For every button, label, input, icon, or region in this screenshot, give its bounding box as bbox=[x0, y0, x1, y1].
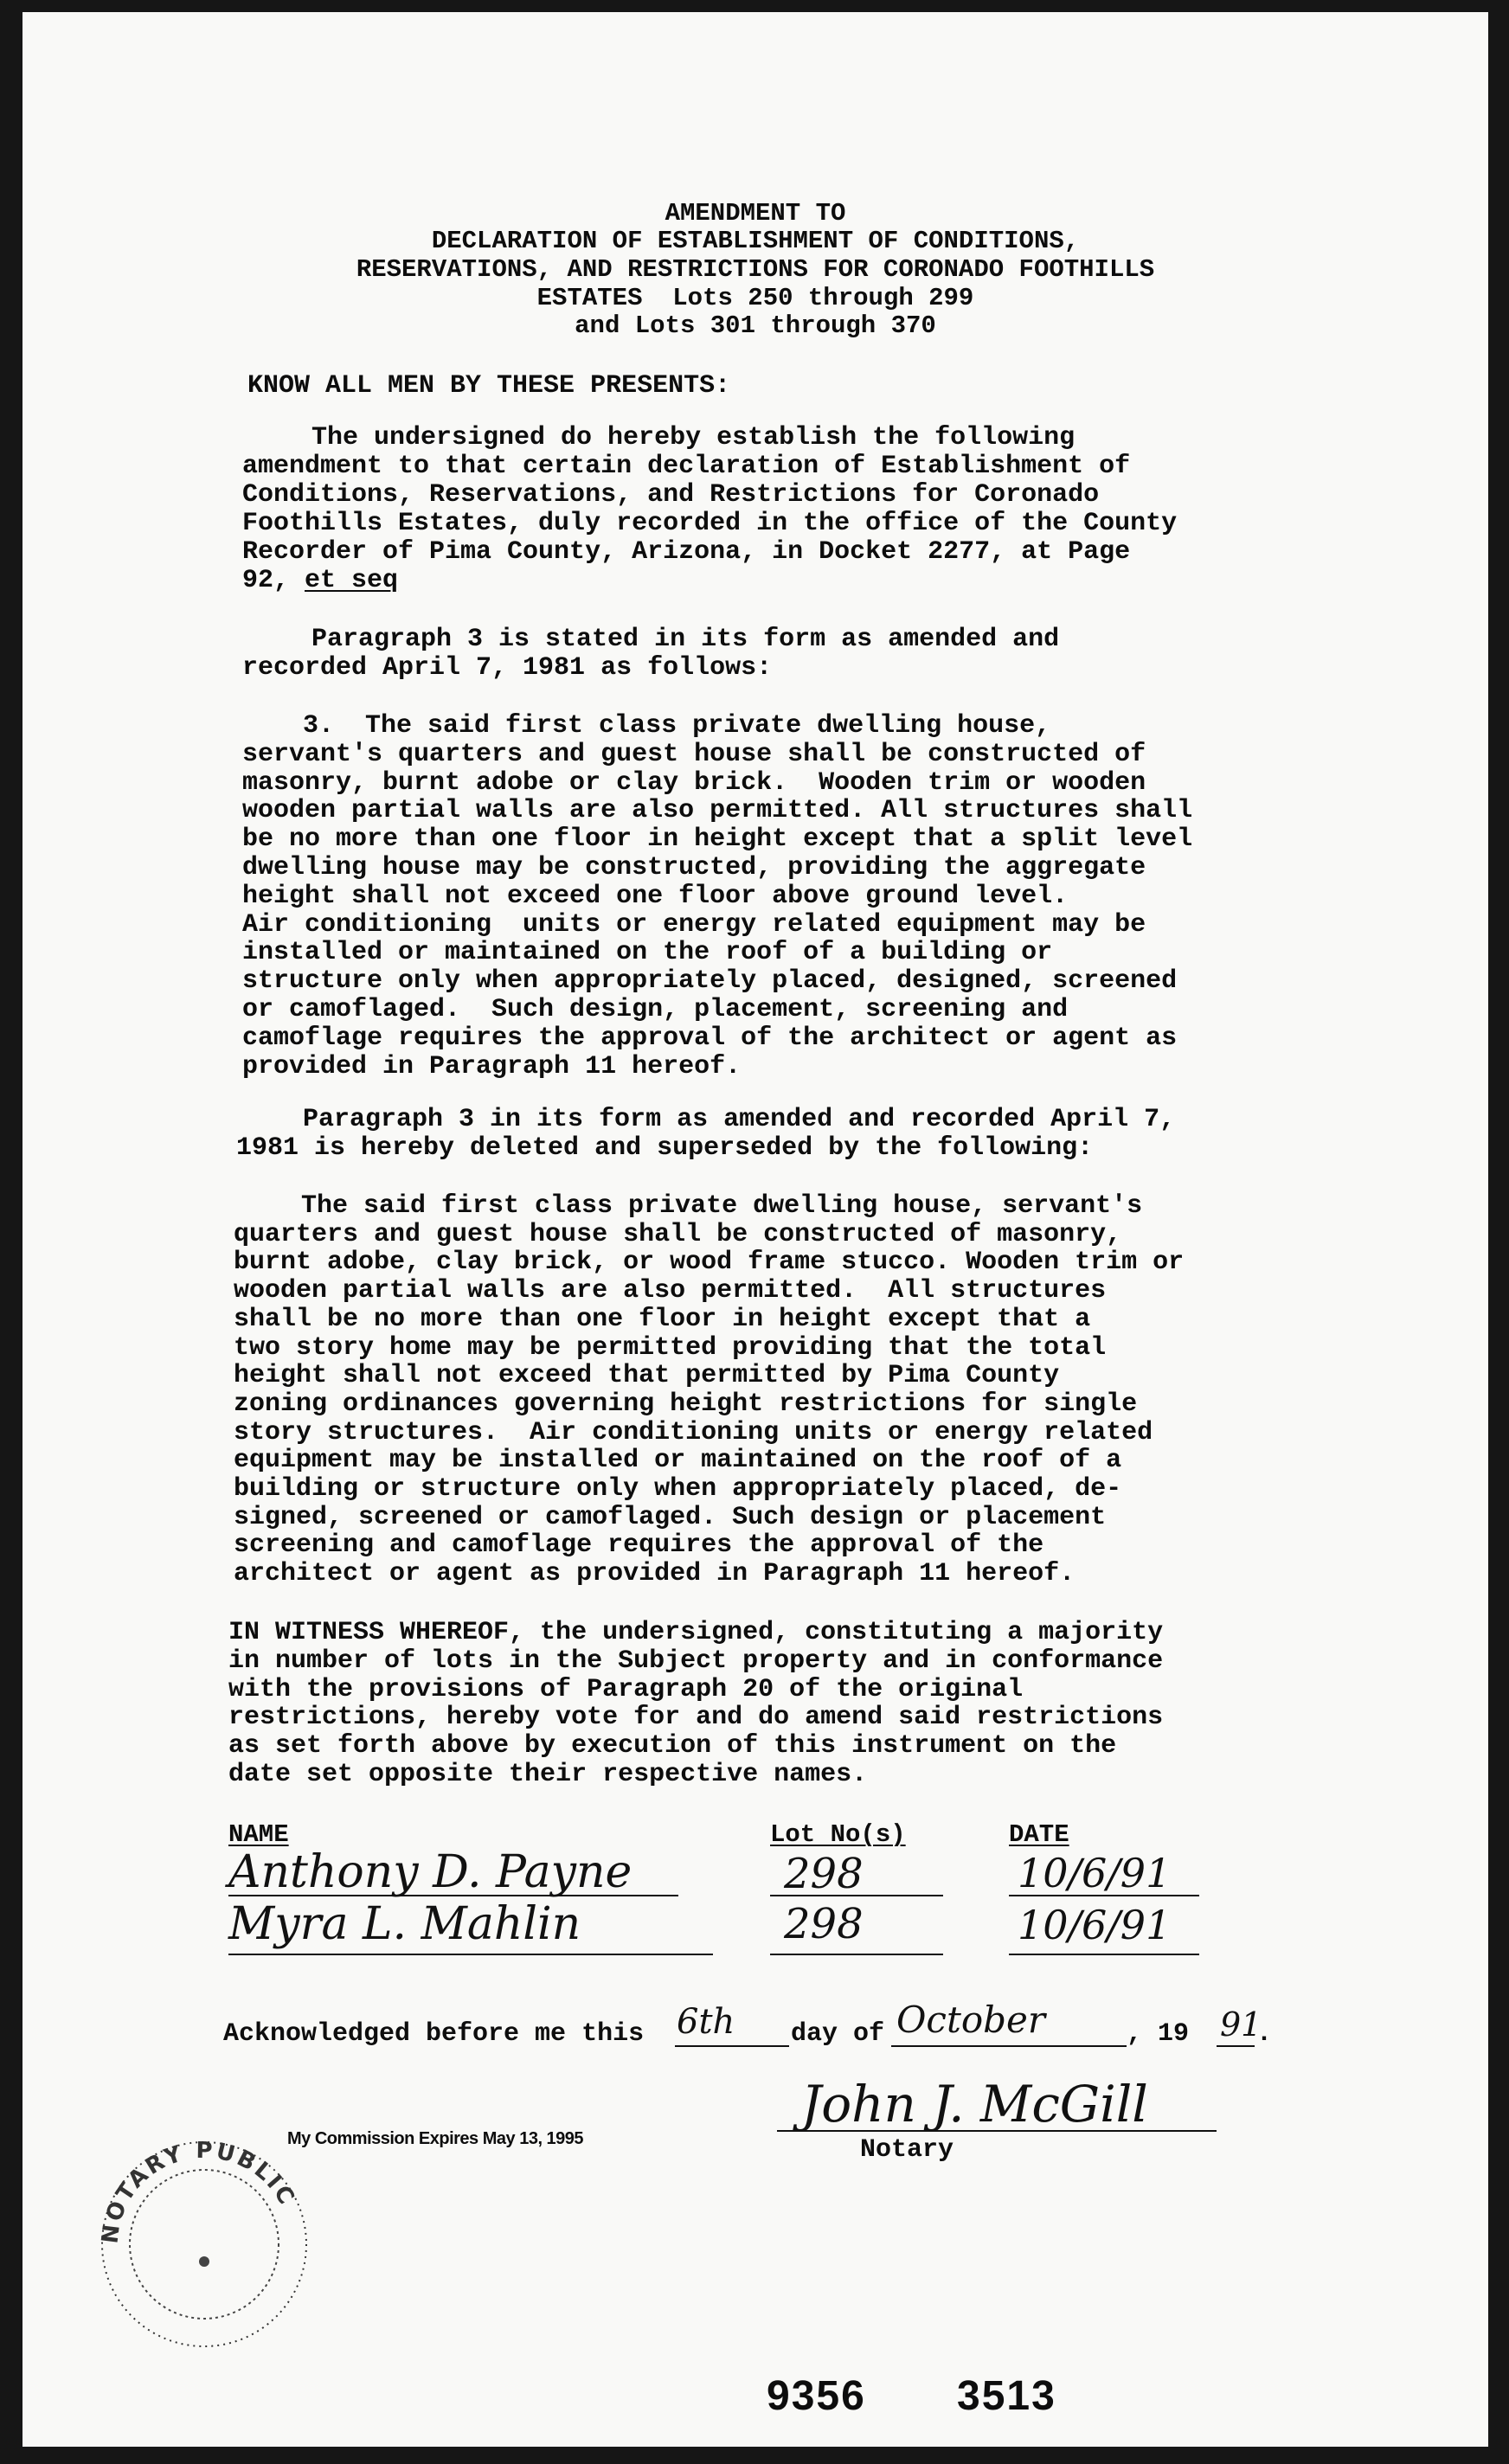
et-seq-text: et seq bbox=[305, 566, 399, 595]
title-line: ESTATES Lots 250 through 299 bbox=[536, 284, 974, 312]
text-line: Paragraph 3 in its form as amended and recorded April 7, bbox=[303, 1105, 1176, 1134]
text-line: structure only when appropriately placed, designed, screened bbox=[242, 966, 1178, 997]
signature-line bbox=[228, 1954, 713, 1955]
text-line: with the provisions of Paragraph 20 of the original bbox=[228, 1674, 1024, 1704]
text-line: wooden partial walls are also permitted. All structures shall bbox=[242, 796, 1193, 826]
date-line bbox=[1009, 1954, 1199, 1955]
intro-line: KNOW ALL MEN BY THESE PRESENTS: bbox=[247, 371, 731, 401]
text-line: provided in Paragraph 11 hereof. bbox=[242, 1051, 742, 1081]
text-line: installed or maintained on the roof of a building or bbox=[242, 938, 1053, 968]
text-line: Paragraph 3 is stated in its form as amended and bbox=[311, 625, 1060, 654]
text-line: Air conditioning units or energy related equipment may be bbox=[242, 909, 1146, 940]
seal-text: NOTARY PUBLIC bbox=[97, 2137, 301, 2245]
text-line: 92, et seq bbox=[242, 566, 399, 595]
ack-day: 6th bbox=[677, 2002, 735, 2042]
text-line: IN WITNESS WHEREOF, the undersigned, constituting a majority bbox=[228, 1618, 1164, 1647]
ack-prefix: Acknowledged before me this bbox=[223, 2019, 645, 2049]
title-line: and Lots 301 through 370 bbox=[575, 311, 936, 340]
notary-label: Notary bbox=[860, 2135, 954, 2165]
ack-mid: day of bbox=[791, 2019, 885, 2049]
text-line: or camoflaged. Such design, placement, screening and bbox=[242, 995, 1069, 1024]
text-line: height shall not exceed one floor above ground level. bbox=[242, 881, 1069, 911]
lot-1: 298 bbox=[784, 1850, 864, 1898]
title-line: DECLARATION OF ESTABLISHMENT OF CONDITIONS, bbox=[431, 227, 1080, 255]
date-2: 10/6/91 bbox=[1018, 1902, 1172, 1948]
name-header: NAME bbox=[228, 1820, 289, 1849]
text-line: two story home may be permitted providing that the total bbox=[234, 1332, 1107, 1363]
seal-inner-ring bbox=[130, 2170, 279, 2319]
notary-seal bbox=[74, 2123, 334, 2365]
text-line: equipment may be installed or maintained on the roof of a bbox=[234, 1446, 1122, 1476]
signature-line bbox=[228, 1895, 678, 1896]
docket-number: 9356 bbox=[767, 2373, 866, 2419]
text-line: 1981 is hereby deleted and superseded by the following: bbox=[236, 1133, 1094, 1163]
day-line bbox=[675, 2045, 789, 2047]
text-line: height shall not exceed that permitted by Pima County bbox=[234, 1361, 1060, 1391]
text-line: shall be no more than one floor in height except that a bbox=[234, 1304, 1091, 1334]
year-line bbox=[1217, 2045, 1255, 2047]
text-line: masonry, burnt adobe or clay brick. Wooden trim or wooden bbox=[242, 767, 1146, 798]
text-line: as set forth above by execution of this instrument on the bbox=[228, 1731, 1117, 1761]
ack-year: 91 bbox=[1220, 2005, 1262, 2044]
lot-line bbox=[770, 1954, 943, 1955]
text-line: be no more than one floor in height except that a split level bbox=[242, 825, 1193, 855]
title-line: AMENDMENT TO bbox=[665, 199, 846, 228]
text-line: building or structure only when appropriately placed, de- bbox=[234, 1474, 1122, 1504]
text-line: restrictions, hereby vote for and do amend said restrictions bbox=[228, 1703, 1164, 1733]
text-line: dwelling house may be constructed, providing the aggregate bbox=[242, 853, 1146, 882]
ack-end: . bbox=[1256, 2019, 1273, 2049]
text-line: architect or agent as provided in Paragraph 11 hereof. bbox=[234, 1559, 1076, 1589]
text-line: Recorder of Pima County, Arizona, in Docket 2277, at Page bbox=[242, 537, 1131, 567]
text-line: Foothills Estates, duly recorded in the office of the County bbox=[242, 509, 1178, 538]
signature-2: Myra L. Mahlin bbox=[228, 1898, 581, 1950]
text-line: zoning ordinances governing height restrictions for single bbox=[234, 1389, 1138, 1419]
lot-header: Lot No(s) bbox=[770, 1820, 906, 1849]
notary-line bbox=[777, 2130, 1217, 2132]
text-line: quarters and guest house shall be constructed of masonry, bbox=[234, 1219, 1122, 1249]
notary-signature: John J. McGill bbox=[801, 2075, 1148, 2134]
text-line: The undersigned do hereby establish the following bbox=[311, 423, 1076, 452]
seal-center-dot bbox=[199, 2256, 209, 2267]
commission-expiry: My Commission Expires May 13, 1995 bbox=[287, 2129, 584, 2148]
lot-line bbox=[770, 1895, 943, 1896]
text-line: wooden partial walls are also permitted. All structures bbox=[234, 1276, 1107, 1306]
document-page bbox=[22, 12, 1488, 2447]
text-line: 3. The said first class private dwelling house, bbox=[303, 711, 1051, 741]
signature-1: Anthony D. Payne bbox=[228, 1846, 632, 1898]
text-line: amendment to that certain declaration of Establishment of bbox=[242, 452, 1131, 481]
title-line: RESERVATIONS, AND RESTRICTIONS FOR CORONADO FOOTHILLS bbox=[356, 255, 1155, 284]
text-line: camoflage requires the approval of the architect or agent as bbox=[242, 1023, 1178, 1053]
text-line: signed, screened or camoflaged. Such design or placement bbox=[234, 1502, 1107, 1532]
text-line: date set opposite their respective names. bbox=[228, 1760, 868, 1789]
ack-year-prefix: , 19 bbox=[1127, 2019, 1190, 2049]
text-line: The said first class private dwelling house, servant's bbox=[301, 1191, 1143, 1221]
text-line: Conditions, Reservations, and Restrictions for Coronado bbox=[242, 480, 1100, 510]
text-line: screening and camoflage requires the approval of the bbox=[234, 1530, 1044, 1561]
lot-2: 298 bbox=[784, 1900, 864, 1948]
date-header: DATE bbox=[1009, 1820, 1069, 1849]
text-line: servant's quarters and guest house shall be constructed of bbox=[242, 739, 1146, 769]
date-1: 10/6/91 bbox=[1018, 1850, 1172, 1896]
text-line: in number of lots in the Subject property and in conformance bbox=[228, 1646, 1164, 1676]
text-line: recorded April 7, 1981 as follows: bbox=[242, 653, 773, 683]
ack-month: October bbox=[896, 1999, 1045, 2041]
text-line: burnt adobe, clay brick, or wood frame stucco. Wooden trim or bbox=[234, 1248, 1185, 1278]
month-line bbox=[891, 2045, 1127, 2047]
page-number: 3513 bbox=[957, 2373, 1056, 2419]
text-line: story structures. Air conditioning units or energy related bbox=[234, 1417, 1153, 1447]
date-line bbox=[1009, 1895, 1199, 1896]
